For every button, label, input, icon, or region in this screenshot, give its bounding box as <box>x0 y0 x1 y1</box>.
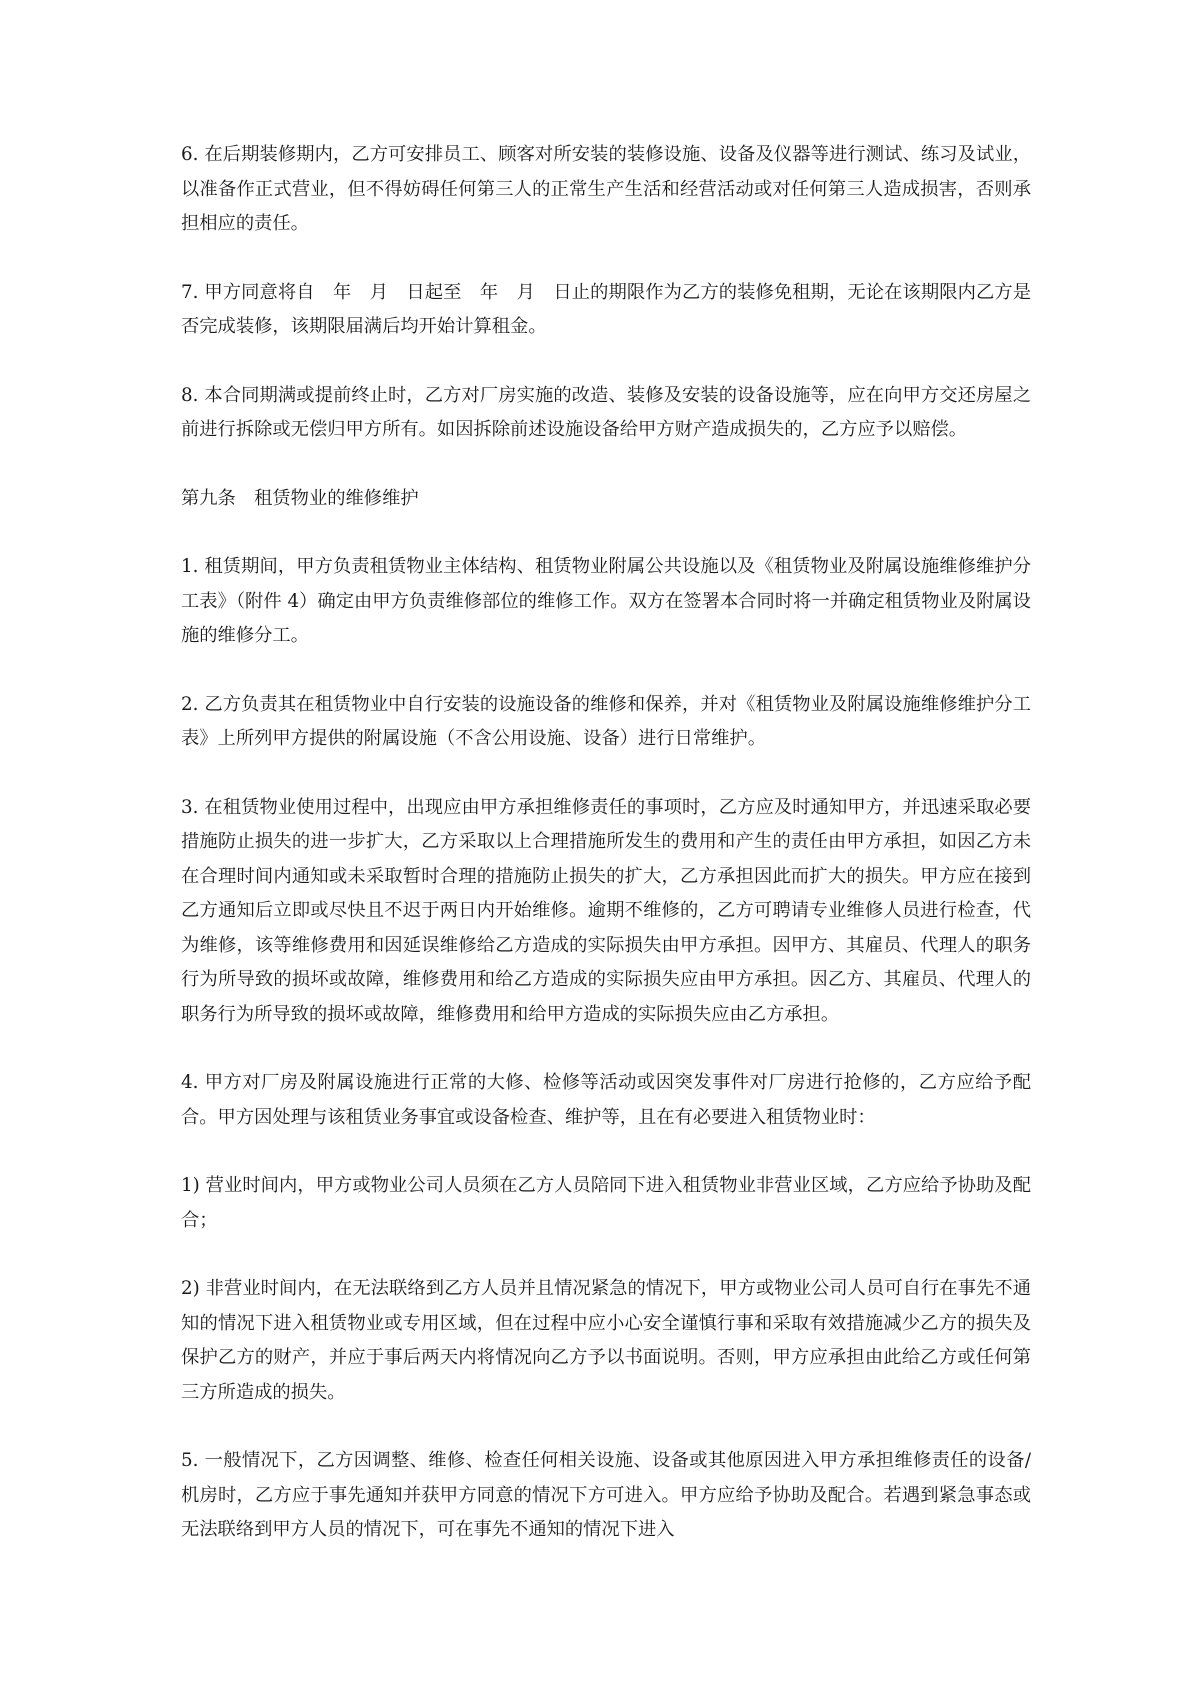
paragraph-clause-9-4-1: 1) 营业时间内，甲方或物业公司人员须在乙方人员陪同下进入租赁物业非营业区域，乙方应给予协助及配合； <box>181 1175 1031 1231</box>
paragraph-clause-8-7: 7. 甲方同意将自 年 月 日起至 年 月 日止的期限作为乙方的装修免租期，无论在该期限内乙方是否完成装修，该期限届满后均开始计算租金。 <box>181 281 1031 337</box>
paragraph-clause-9-4-2: 2) 非营业时间内，在无法联络到乙方人员并且情况紧急的情况下，甲方或物业公司人员可自行在事先不通知的情况下进入租赁物业或专用区域，但在过程中应小心安全谨慎行事和采取有效措施减少乙方的损失及保护乙方的财产，并应于事后两天内将情况向乙方予以书面说明。否则，甲方应承担由此给乙方或任何第三方所造成的损失。 <box>181 1278 1031 1403</box>
document-body <box>181 138 1031 1582</box>
paragraph-clause-8-8: 8. 本合同期满或提前终止时，乙方对厂房实施的改造、装修及安装的设备设施等，应在向甲方交还房屋之前进行拆除或无偿归甲方所有。如因拆除前述设施设备给甲方财产造成损失的，乙方应予以赔偿。 <box>181 384 1031 440</box>
paragraph-clause-8-6: 6. 在后期装修期内，乙方可安排员工、顾客对所安装的装修设施、设备及仪器等进行测试、练习及试业，以准备作正式营业，但不得妨碍任何第三人的正常生产生活和经营活动或对任何第三人造成损害，否则承担相应的责任。 <box>181 144 1031 234</box>
section-heading-article-9: 第九条 租赁物业的维修维护 <box>181 487 419 509</box>
paragraph-clause-9-5: 5. 一般情况下，乙方因调整、维修、检查任何相关设施、设备或其他原因进入甲方承担维修责任的设备/机房时，乙方应于事先通知并获甲方同意的情况下方可进入。甲方应给予协助及配合。若遇到紧急事态或无法联络到甲方人员的情况下，可在事先不通知的情况下进入 <box>181 1450 1031 1540</box>
paragraph-clause-9-1: 1. 租赁期间，甲方负责租赁物业主体结构、租赁物业附属公共设施以及《租赁物业及附属设施维修维护分工表》（附件 4）确定由甲方负责维修部位的维修工作。双方在签署本合同时将一并确定租赁物业及附属设施的维修分工。 <box>181 556 1031 646</box>
paragraph-clause-9-4: 4. 甲方对厂房及附属设施进行正常的大修、检修等活动或因突发事件对厂房进行抢修的，乙方应给予配合。甲方因处理与该租赁业务事宜或设备检查、维护等，且在有必要进入租赁物业时： <box>181 1072 1031 1128</box>
paragraph-clause-9-2: 2. 乙方负责其在租赁物业中自行安装的设施设备的维修和保养，并对《租赁物业及附属设施维修维护分工表》上所列甲方提供的附属设施（不含公用设施、设备）进行日常维护。 <box>181 693 1031 749</box>
paragraph-clause-9-3: 3. 在租赁物业使用过程中，出现应由甲方承担维修责任的事项时，乙方应及时通知甲方，并迅速采取必要措施防止损失的进一步扩大，乙方采取以上合理措施所发生的费用和产生的责任由甲方承担，如因乙方未在合理时间内通知或未采取暂时合理的措施防止损失的扩大，乙方承担因此而扩大的损失。甲方应在接到乙方通知后立即或尽快且不迟于两日内开始维修。逾期不维修的，乙方可聘请专业维修人员进行检查，代为维修，该等维修费用和因延误维修给乙方造成的实际损失由甲方承担。因甲方、其雇员、代理人的职务行为所导致的损坏或故障，维修费用和给乙方造成的实际损失应由甲方承担。因乙方、其雇员、代理人的职务行为所导致的损坏或故障，维修费用和给甲方造成的实际损失应由乙方承担。 <box>181 796 1031 1025</box>
